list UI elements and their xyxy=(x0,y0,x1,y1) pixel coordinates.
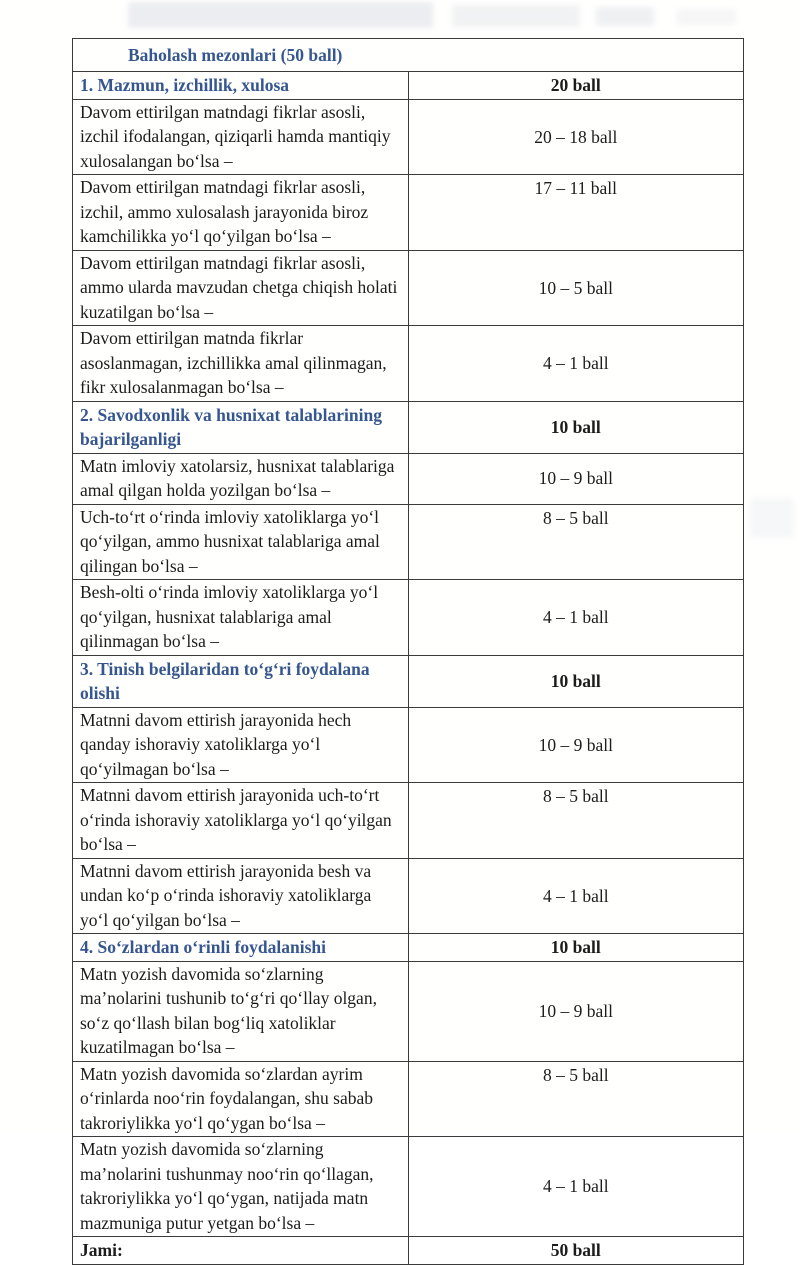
criteria-cell: Uch-to‘rt o‘rinda imloviy xatoliklarga yo‘l qo‘yilgan, ammo husnixat talablariga amal qilingan bo‘lsa – xyxy=(73,504,409,580)
table-row xyxy=(73,504,744,580)
score-cell: 4 – 1 ball xyxy=(408,326,744,402)
criteria-cell: Besh-olti o‘rinda imloviy xatoliklarga yo‘l qo‘yilgan, husnixat talablariga amal qilinmagan bo‘lsa – xyxy=(73,580,409,656)
criteria-cell: Davom ettirilgan matndagi fikrlar asosli, izchil ifodalangan, qiziqarli hamda mantiqiy xulosalangan bo‘lsa – xyxy=(73,99,409,175)
criteria-cell: Matn imloviy xatolarsiz, husnixat talablariga amal qilgan holda yozilgan bo‘lsa – xyxy=(73,453,409,504)
criteria-cell: Matn yozish davomida so‘zlarning ma’nolarini tushunmay noo‘rin qo‘llagan, takroriylikka yo‘l qo‘ygan, natijada matn mazmuniga putur yetgan bo‘lsa – xyxy=(73,1137,409,1237)
score-cell: 4 – 1 ball xyxy=(408,1137,744,1237)
score-cell: 8 – 5 ball xyxy=(408,504,744,580)
score-cell: 4 – 1 ball xyxy=(408,580,744,656)
score-cell: 10 ball xyxy=(408,401,744,453)
score-cell: 20 ball xyxy=(408,72,744,100)
table-row xyxy=(73,783,744,859)
table-row xyxy=(73,453,744,504)
criteria-cell: Matn yozish davomida so‘zlardan ayrim o‘rinlarda noo‘rin foydalangan, shu sabab takroriylikka yo‘l qo‘ygan bo‘lsa – xyxy=(73,1061,409,1137)
rubric-table-body xyxy=(73,39,744,1265)
score-cell: 10 – 9 ball xyxy=(408,961,744,1061)
score-cell: 10 ball xyxy=(408,655,744,707)
score-cell: 4 – 1 ball xyxy=(408,858,744,934)
score-cell: 10 – 9 ball xyxy=(408,707,744,783)
criteria-cell: Matnni davom ettirish jarayonida uch-to‘rt o‘rinda ishoraviy xatoliklarga yo‘l qo‘yilgan bo‘lsa – xyxy=(73,783,409,859)
score-cell: 10 – 9 ball xyxy=(408,453,744,504)
criteria-cell: Davom ettirilgan matndagi fikrlar asosli, ammo ularda mavzudan chetga chiqish holati kuzatilgan bo‘lsa – xyxy=(73,250,409,326)
total-label-cell: Jami: xyxy=(73,1237,409,1265)
table-row xyxy=(73,250,744,326)
score-cell: 8 – 5 ball xyxy=(408,1061,744,1137)
table-row xyxy=(73,961,744,1061)
section-header-cell: 4. So‘zlardan o‘rinli foydalanishi xyxy=(73,934,409,962)
table-row xyxy=(73,401,744,453)
table-title: Baholash mezonlari (50 ball) xyxy=(73,39,744,72)
table-row xyxy=(73,1061,744,1137)
table-row xyxy=(73,72,744,100)
table-row xyxy=(73,1237,744,1265)
criteria-cell: Matn yozish davomida so‘zlarning ma’nolarini tushunib to‘g‘ri qo‘llay olgan, so‘z qo‘llash bilan bog‘liq xatoliklar kuzatilmagan bo‘lsa – xyxy=(73,961,409,1061)
table-row xyxy=(73,580,744,656)
section-header-cell: 2. Savodxonlik va husnixat talablarining bajarilganligi xyxy=(73,401,409,453)
score-cell: 17 – 11 ball xyxy=(408,175,744,251)
scan-artifact xyxy=(452,5,580,27)
table-row xyxy=(73,707,744,783)
table-row xyxy=(73,934,744,962)
scan-artifact xyxy=(128,2,433,28)
scan-artifact xyxy=(750,498,794,538)
table-title-row xyxy=(73,39,744,72)
section-header-cell: 1. Mazmun, izchillik, xulosa xyxy=(73,72,409,100)
criteria-cell: Davom ettirilgan matndagi fikrlar asosli, izchil, ammo xulosalash jarayonida biroz kamchilikka yo‘l qo‘yilgan bo‘lsa – xyxy=(73,175,409,251)
score-cell: 20 – 18 ball xyxy=(408,99,744,175)
table-row xyxy=(73,858,744,934)
score-cell: 8 – 5 ball xyxy=(408,783,744,859)
criteria-cell: Matnni davom ettirish jarayonida hech qanday ishoraviy xatoliklarga yo‘l qo‘yilmagan bo‘lsa – xyxy=(73,707,409,783)
score-cell: 10 – 5 ball xyxy=(408,250,744,326)
table-row xyxy=(73,99,744,175)
section-header-cell: 3. Tinish belgilaridan to‘g‘ri foydalana olishi xyxy=(73,655,409,707)
score-cell: 10 ball xyxy=(408,934,744,962)
assessment-rubric-table xyxy=(72,38,744,1265)
score-cell: 50 ball xyxy=(408,1237,744,1265)
criteria-cell: Davom ettirilgan matnda fikrlar asoslanmagan, izchillikka amal qilinmagan, fikr xulosalanmagan bo‘lsa – xyxy=(73,326,409,402)
table-row xyxy=(73,326,744,402)
scan-artifact xyxy=(596,7,654,26)
scan-artifact xyxy=(676,9,736,25)
table-row xyxy=(73,1137,744,1237)
table-row xyxy=(73,655,744,707)
table-row xyxy=(73,175,744,251)
criteria-cell: Matnni davom ettirish jarayonida besh va undan ko‘p o‘rinda ishoraviy xatoliklarga yo‘l qo‘yilgan bo‘lsa – xyxy=(73,858,409,934)
